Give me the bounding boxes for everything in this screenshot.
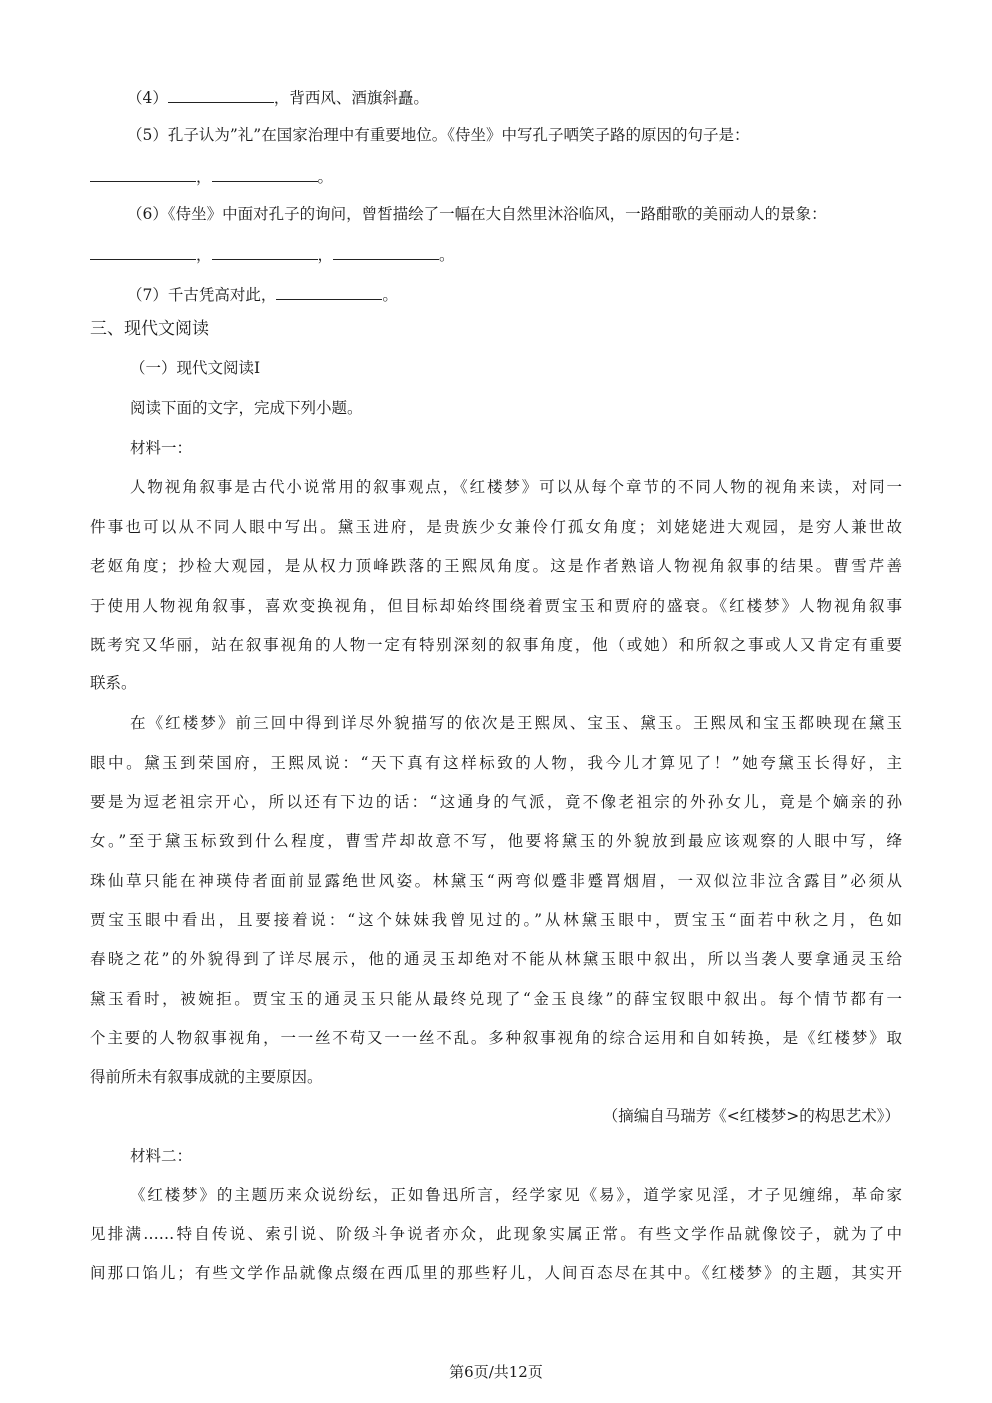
- section-instruction: 阅读下面的文字，完成下列小题。: [130, 399, 363, 417]
- section-subtitle: （一）现代文阅读Ⅰ: [130, 359, 261, 377]
- paragraph-line: 《红楼梦》的主题历来众说纷纭，正如鲁迅所言，经学家见《易》，道学家见淫，才子见缠绵，革命家: [130, 1186, 902, 1204]
- answer-blank[interactable]: [168, 85, 274, 103]
- item-5-prompt: （5）孔子认为”礼”在国家治理中有重要地位。《侍坐》中写孔子哂笑子路的原因的句子是：: [127, 126, 750, 144]
- paragraph-line: 黛玉看时，被婉拒。贾宝玉的通灵玉只能从最终兑现了“金玉良缘”的薛宝钗眼中叙出。每个情节都有一: [90, 990, 902, 1008]
- answer-blank[interactable]: [212, 242, 318, 260]
- page-number: 第6页/共12页: [449, 1363, 543, 1381]
- paragraph-line: 见排满……特自传说、索引说、阶级斗争说者亦众，此现象实属正常。有些文学作品就像饺子，就为了中: [90, 1225, 902, 1243]
- section-title: 三、现代文阅读: [90, 319, 209, 339]
- paragraph-line: 人物视角叙事是古代小说常用的叙事观点，《红楼梦》可以从每个章节的不同人物的视角来读，对同一: [130, 478, 902, 496]
- paragraph-line: 得前所未有叙事成就的主要原因。: [90, 1068, 323, 1086]
- answer-blank[interactable]: [90, 242, 196, 260]
- paragraph-line: 在《红楼梦》前三回中得到详尽外貌描写的依次是王熙凤、宝玉、黛玉。王熙凤和宝玉都映现在黛玉: [130, 714, 902, 732]
- paragraph-line: 老妪角度；抄检大观园，是从权力顶峰跌落的王熙凤角度。这是作者熟谙人物视角叙事的结果。曹雪芹善: [90, 557, 902, 575]
- material2-label: 材料二：: [130, 1147, 193, 1165]
- paragraph-line: 间那口馅儿；有些文学作品就像点缀在西瓜里的那些籽儿，人间百态尽在其中。《红楼梦》的主题，其实开: [90, 1264, 902, 1282]
- answer-blank[interactable]: [333, 242, 439, 260]
- paragraph-line: 贾宝玉眼中看出，且要接着说：“这个妹妹我曾见过的。”从林黛玉眼中，贾宝玉“面若中秋之月，色如: [90, 911, 902, 929]
- item-6-answers: ， ， 。: [90, 242, 902, 266]
- answer-blank[interactable]: [212, 164, 318, 182]
- item-7: （7）千古凭高对此， 。: [127, 282, 902, 306]
- paragraph-line: 既考究又华丽，站在叙事视角的人物一定有特别深刻的叙事角度，他（或她）和所叙之事或人又肯定有重要: [90, 636, 902, 654]
- paragraph-line: 联系。: [90, 674, 137, 692]
- material1-source: （摘编自马瑞芳《<红楼梦>的构思艺术》）: [602, 1107, 900, 1125]
- answer-blank[interactable]: [276, 282, 382, 300]
- paragraph-line: 个主要的人物叙事视角，一一丝不苟又一一丝不乱。多种叙事视角的综合运用和自如转换，是《红楼梦》取: [90, 1029, 902, 1047]
- answer-blank[interactable]: [90, 164, 196, 182]
- paragraph-line: 件事也可以从不同人眼中写出。黛玉进府，是贵族少女兼伶仃孤女角度；刘姥姥进大观园，是穷人兼世故: [90, 518, 902, 536]
- material1-label: 材料一：: [130, 439, 193, 457]
- paragraph-line: 春晓之花”的外貌得到了详尽展示，他的通灵玉却绝对不能从林黛玉眼中叙出，所以当袭人要拿通灵玉给: [90, 950, 902, 968]
- item-5-answers: ， 。: [90, 164, 902, 188]
- item-6-prompt: （6）《侍坐》中面对孔子的询问，曾皙描绘了一幅在大自然里沐浴临风，一路酣歌的美丽动人的景象：: [127, 205, 827, 223]
- item-4: （4） ，背西风、酒旗斜矗。: [127, 85, 902, 109]
- paragraph-line: 于使用人物视角叙事，喜欢变换视角，但目标却始终围绕着贾宝玉和贾府的盛衰。《红楼梦》人物视角叙事: [90, 597, 902, 615]
- paragraph-line: 眼中。黛玉到荣国府，王熙凤说：“天下真有这样标致的人物，我今儿才算见了！”她夸黛玉长得好，主: [90, 754, 902, 772]
- paragraph-line: 女。”至于黛玉标致到什么程度，曹雪芹却故意不写，他要将黛玉的外貌放到最应该观察的人眼中写，绛: [90, 832, 902, 850]
- paragraph-line: 要是为逗老祖宗开心，所以还有下边的话：“这通身的气派，竟不像老祖宗的外孙女儿，竟是个嫡亲的孙: [90, 793, 902, 811]
- paragraph-line: 珠仙草只能在神瑛侍者面前显露绝世风姿。林黛玉“两弯似蹙非蹙罥烟眉，一双似泣非泣含露目”必须从: [90, 872, 902, 890]
